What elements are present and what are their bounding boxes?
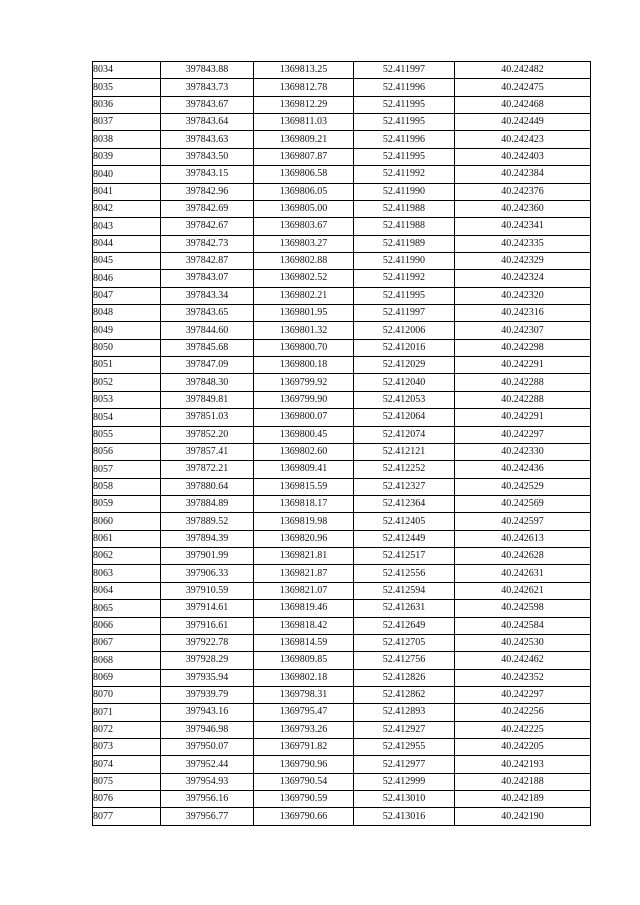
latitude-cell: 52.412756 <box>354 652 455 669</box>
point-id-cell: 8076 <box>93 791 161 808</box>
point-id-cell: 8057 <box>93 461 161 478</box>
point-id-cell: 8037 <box>93 114 161 131</box>
longitude-cell: 40.242423 <box>455 131 591 148</box>
y-coordinate-cell: 1369818.17 <box>254 495 354 512</box>
table-row <box>93 252 591 269</box>
y-coordinate-cell: 1369801.32 <box>254 322 354 339</box>
y-coordinate-cell: 1369800.07 <box>254 409 354 426</box>
x-coordinate-cell: 397939.79 <box>161 686 254 703</box>
table-row <box>93 391 591 408</box>
point-id-cell: 8058 <box>93 478 161 495</box>
y-coordinate-cell: 1369800.70 <box>254 339 354 356</box>
longitude-cell: 40.242256 <box>455 704 591 721</box>
latitude-cell: 52.412252 <box>354 461 455 478</box>
table-row <box>93 200 591 217</box>
latitude-cell: 52.411990 <box>354 183 455 200</box>
latitude-cell: 52.411990 <box>354 252 455 269</box>
x-coordinate-cell: 397843.88 <box>161 62 254 79</box>
y-coordinate-cell: 1369820.96 <box>254 530 354 547</box>
point-id-cell: 8060 <box>93 513 161 530</box>
x-coordinate-cell: 397922.78 <box>161 634 254 651</box>
x-coordinate-cell: 397842.73 <box>161 235 254 252</box>
longitude-cell: 40.242613 <box>455 530 591 547</box>
x-coordinate-cell: 397943.16 <box>161 704 254 721</box>
latitude-cell: 52.412594 <box>354 582 455 599</box>
point-id-cell: 8066 <box>93 617 161 634</box>
x-coordinate-cell: 397889.52 <box>161 513 254 530</box>
latitude-cell: 52.412999 <box>354 773 455 790</box>
x-coordinate-cell: 397952.44 <box>161 756 254 773</box>
table-row <box>93 565 591 582</box>
y-coordinate-cell: 1369801.95 <box>254 305 354 322</box>
y-coordinate-cell: 1369806.05 <box>254 183 354 200</box>
latitude-cell: 52.412955 <box>354 739 455 756</box>
x-coordinate-cell: 397842.69 <box>161 200 254 217</box>
longitude-cell: 40.242335 <box>455 235 591 252</box>
latitude-cell: 52.412040 <box>354 374 455 391</box>
point-id-cell: 8036 <box>93 96 161 113</box>
latitude-cell: 52.412977 <box>354 756 455 773</box>
latitude-cell: 52.412327 <box>354 478 455 495</box>
latitude-cell: 52.412862 <box>354 686 455 703</box>
y-coordinate-cell: 1369795.47 <box>254 704 354 721</box>
latitude-cell: 52.411997 <box>354 305 455 322</box>
x-coordinate-cell: 397946.98 <box>161 721 254 738</box>
x-coordinate-cell: 397843.34 <box>161 287 254 304</box>
point-id-cell: 8061 <box>93 530 161 547</box>
x-coordinate-cell: 397843.50 <box>161 148 254 165</box>
latitude-cell: 52.413010 <box>354 791 455 808</box>
point-id-cell: 8068 <box>93 652 161 669</box>
table-row <box>93 548 591 565</box>
longitude-cell: 40.242188 <box>455 773 591 790</box>
y-coordinate-cell: 1369803.27 <box>254 235 354 252</box>
point-id-cell: 8050 <box>93 339 161 356</box>
point-id-cell: 8044 <box>93 235 161 252</box>
point-id-cell: 8070 <box>93 686 161 703</box>
x-coordinate-cell: 397843.07 <box>161 270 254 287</box>
table-row <box>93 686 591 703</box>
point-id-cell: 8039 <box>93 148 161 165</box>
table-row <box>93 305 591 322</box>
coordinates-table-body <box>93 62 591 826</box>
point-id-cell: 8077 <box>93 808 161 825</box>
point-id-cell: 8048 <box>93 305 161 322</box>
x-coordinate-cell: 397950.07 <box>161 739 254 756</box>
table-row <box>93 62 591 79</box>
longitude-cell: 40.242597 <box>455 513 591 530</box>
y-coordinate-cell: 1369807.87 <box>254 148 354 165</box>
longitude-cell: 40.242297 <box>455 686 591 703</box>
table-row <box>93 322 591 339</box>
table-row <box>93 704 591 721</box>
point-id-cell: 8045 <box>93 252 161 269</box>
table-row <box>93 600 591 617</box>
latitude-cell: 52.411992 <box>354 270 455 287</box>
table-row <box>93 582 591 599</box>
latitude-cell: 52.412826 <box>354 669 455 686</box>
y-coordinate-cell: 1369802.60 <box>254 443 354 460</box>
table-row <box>93 461 591 478</box>
latitude-cell: 52.412449 <box>354 530 455 547</box>
y-coordinate-cell: 1369809.85 <box>254 652 354 669</box>
longitude-cell: 40.242190 <box>455 808 591 825</box>
latitude-cell: 52.412121 <box>354 443 455 460</box>
longitude-cell: 40.242584 <box>455 617 591 634</box>
table-row <box>93 739 591 756</box>
latitude-cell: 52.412927 <box>354 721 455 738</box>
longitude-cell: 40.242449 <box>455 114 591 131</box>
x-coordinate-cell: 397843.63 <box>161 131 254 148</box>
x-coordinate-cell: 397848.30 <box>161 374 254 391</box>
x-coordinate-cell: 397852.20 <box>161 426 254 443</box>
table-row <box>93 79 591 96</box>
table-row <box>93 773 591 790</box>
y-coordinate-cell: 1369812.78 <box>254 79 354 96</box>
longitude-cell: 40.242288 <box>455 374 591 391</box>
point-id-cell: 8065 <box>93 600 161 617</box>
longitude-cell: 40.242529 <box>455 478 591 495</box>
y-coordinate-cell: 1369819.46 <box>254 600 354 617</box>
longitude-cell: 40.242297 <box>455 426 591 443</box>
longitude-cell: 40.242462 <box>455 652 591 669</box>
point-id-cell: 8052 <box>93 374 161 391</box>
latitude-cell: 52.412631 <box>354 600 455 617</box>
latitude-cell: 52.411988 <box>354 200 455 217</box>
x-coordinate-cell: 397842.67 <box>161 218 254 235</box>
x-coordinate-cell: 397843.65 <box>161 305 254 322</box>
y-coordinate-cell: 1369814.59 <box>254 634 354 651</box>
y-coordinate-cell: 1369799.92 <box>254 374 354 391</box>
point-id-cell: 8063 <box>93 565 161 582</box>
x-coordinate-cell: 397914.61 <box>161 600 254 617</box>
table-row <box>93 756 591 773</box>
y-coordinate-cell: 1369813.25 <box>254 62 354 79</box>
longitude-cell: 40.242330 <box>455 443 591 460</box>
latitude-cell: 52.413016 <box>354 808 455 825</box>
latitude-cell: 52.412053 <box>354 391 455 408</box>
longitude-cell: 40.242225 <box>455 721 591 738</box>
x-coordinate-cell: 397954.93 <box>161 773 254 790</box>
y-coordinate-cell: 1369821.81 <box>254 548 354 565</box>
y-coordinate-cell: 1369802.21 <box>254 287 354 304</box>
y-coordinate-cell: 1369798.31 <box>254 686 354 703</box>
y-coordinate-cell: 1369802.88 <box>254 252 354 269</box>
table-row <box>93 617 591 634</box>
longitude-cell: 40.242329 <box>455 252 591 269</box>
point-id-cell: 8073 <box>93 739 161 756</box>
table-row <box>93 791 591 808</box>
longitude-cell: 40.242291 <box>455 409 591 426</box>
y-coordinate-cell: 1369811.03 <box>254 114 354 131</box>
y-coordinate-cell: 1369800.45 <box>254 426 354 443</box>
y-coordinate-cell: 1369819.98 <box>254 513 354 530</box>
point-id-cell: 8054 <box>93 409 161 426</box>
x-coordinate-cell: 397843.73 <box>161 79 254 96</box>
point-id-cell: 8034 <box>93 62 161 79</box>
x-coordinate-cell: 397884.89 <box>161 495 254 512</box>
latitude-cell: 52.412016 <box>354 339 455 356</box>
latitude-cell: 52.412405 <box>354 513 455 530</box>
y-coordinate-cell: 1369812.29 <box>254 96 354 113</box>
point-id-cell: 8067 <box>93 634 161 651</box>
longitude-cell: 40.242475 <box>455 79 591 96</box>
x-coordinate-cell: 397857.41 <box>161 443 254 460</box>
y-coordinate-cell: 1369821.07 <box>254 582 354 599</box>
x-coordinate-cell: 397956.16 <box>161 791 254 808</box>
latitude-cell: 52.411996 <box>354 131 455 148</box>
x-coordinate-cell: 397842.87 <box>161 252 254 269</box>
table-row <box>93 652 591 669</box>
longitude-cell: 40.242360 <box>455 200 591 217</box>
table-row <box>93 374 591 391</box>
y-coordinate-cell: 1369790.96 <box>254 756 354 773</box>
y-coordinate-cell: 1369818.42 <box>254 617 354 634</box>
longitude-cell: 40.242324 <box>455 270 591 287</box>
longitude-cell: 40.242631 <box>455 565 591 582</box>
point-id-cell: 8035 <box>93 79 161 96</box>
y-coordinate-cell: 1369803.67 <box>254 218 354 235</box>
x-coordinate-cell: 397935.94 <box>161 669 254 686</box>
table-row <box>93 808 591 825</box>
latitude-cell: 52.412064 <box>354 409 455 426</box>
x-coordinate-cell: 397843.67 <box>161 96 254 113</box>
point-id-cell: 8062 <box>93 548 161 565</box>
y-coordinate-cell: 1369809.41 <box>254 461 354 478</box>
y-coordinate-cell: 1369790.54 <box>254 773 354 790</box>
table-row <box>93 426 591 443</box>
point-id-cell: 8071 <box>93 704 161 721</box>
coordinates-table <box>92 61 591 826</box>
table-row <box>93 218 591 235</box>
latitude-cell: 52.412705 <box>354 634 455 651</box>
x-coordinate-cell: 397906.33 <box>161 565 254 582</box>
longitude-cell: 40.242621 <box>455 582 591 599</box>
point-id-cell: 8072 <box>93 721 161 738</box>
longitude-cell: 40.242403 <box>455 148 591 165</box>
y-coordinate-cell: 1369790.59 <box>254 791 354 808</box>
latitude-cell: 52.411995 <box>354 114 455 131</box>
latitude-cell: 52.411997 <box>354 62 455 79</box>
point-id-cell: 8064 <box>93 582 161 599</box>
longitude-cell: 40.242352 <box>455 669 591 686</box>
longitude-cell: 40.242482 <box>455 62 591 79</box>
x-coordinate-cell: 397843.64 <box>161 114 254 131</box>
x-coordinate-cell: 397843.15 <box>161 166 254 183</box>
y-coordinate-cell: 1369802.18 <box>254 669 354 686</box>
table-row <box>93 721 591 738</box>
latitude-cell: 52.411988 <box>354 218 455 235</box>
table-row <box>93 495 591 512</box>
latitude-cell: 52.412556 <box>354 565 455 582</box>
longitude-cell: 40.242530 <box>455 634 591 651</box>
x-coordinate-cell: 397849.81 <box>161 391 254 408</box>
longitude-cell: 40.242291 <box>455 357 591 374</box>
latitude-cell: 52.412893 <box>354 704 455 721</box>
x-coordinate-cell: 397901.99 <box>161 548 254 565</box>
longitude-cell: 40.242628 <box>455 548 591 565</box>
y-coordinate-cell: 1369799.90 <box>254 391 354 408</box>
point-id-cell: 8040 <box>93 166 161 183</box>
table-row <box>93 443 591 460</box>
latitude-cell: 52.411995 <box>354 287 455 304</box>
table-row <box>93 530 591 547</box>
longitude-cell: 40.242384 <box>455 166 591 183</box>
point-id-cell: 8074 <box>93 756 161 773</box>
latitude-cell: 52.411992 <box>354 166 455 183</box>
table-row <box>93 409 591 426</box>
y-coordinate-cell: 1369821.87 <box>254 565 354 582</box>
latitude-cell: 52.412074 <box>354 426 455 443</box>
point-id-cell: 8038 <box>93 131 161 148</box>
y-coordinate-cell: 1369809.21 <box>254 131 354 148</box>
x-coordinate-cell: 397916.61 <box>161 617 254 634</box>
table-row <box>93 478 591 495</box>
table-row <box>93 634 591 651</box>
x-coordinate-cell: 397872.21 <box>161 461 254 478</box>
y-coordinate-cell: 1369791.82 <box>254 739 354 756</box>
point-id-cell: 8075 <box>93 773 161 790</box>
longitude-cell: 40.242189 <box>455 791 591 808</box>
x-coordinate-cell: 397928.29 <box>161 652 254 669</box>
longitude-cell: 40.242468 <box>455 96 591 113</box>
longitude-cell: 40.242298 <box>455 339 591 356</box>
y-coordinate-cell: 1369802.52 <box>254 270 354 287</box>
longitude-cell: 40.242376 <box>455 183 591 200</box>
latitude-cell: 52.412649 <box>354 617 455 634</box>
table-row <box>93 287 591 304</box>
x-coordinate-cell: 397847.09 <box>161 357 254 374</box>
point-id-cell: 8049 <box>93 322 161 339</box>
latitude-cell: 52.411996 <box>354 79 455 96</box>
y-coordinate-cell: 1369815.59 <box>254 478 354 495</box>
point-id-cell: 8056 <box>93 443 161 460</box>
point-id-cell: 8059 <box>93 495 161 512</box>
y-coordinate-cell: 1369790.66 <box>254 808 354 825</box>
longitude-cell: 40.242193 <box>455 756 591 773</box>
latitude-cell: 52.412006 <box>354 322 455 339</box>
longitude-cell: 40.242569 <box>455 495 591 512</box>
x-coordinate-cell: 397880.64 <box>161 478 254 495</box>
point-id-cell: 8047 <box>93 287 161 304</box>
point-id-cell: 8051 <box>93 357 161 374</box>
latitude-cell: 52.411995 <box>354 96 455 113</box>
x-coordinate-cell: 397851.03 <box>161 409 254 426</box>
point-id-cell: 8042 <box>93 200 161 217</box>
latitude-cell: 52.411989 <box>354 235 455 252</box>
table-row <box>93 166 591 183</box>
table-row <box>93 513 591 530</box>
latitude-cell: 52.412364 <box>354 495 455 512</box>
table-row <box>93 131 591 148</box>
longitude-cell: 40.242598 <box>455 600 591 617</box>
point-id-cell: 8069 <box>93 669 161 686</box>
table-row <box>93 669 591 686</box>
table-row <box>93 96 591 113</box>
table-row <box>93 357 591 374</box>
latitude-cell: 52.412517 <box>354 548 455 565</box>
longitude-cell: 40.242436 <box>455 461 591 478</box>
point-id-cell: 8043 <box>93 218 161 235</box>
point-id-cell: 8041 <box>93 183 161 200</box>
table-row <box>93 148 591 165</box>
table-row <box>93 339 591 356</box>
point-id-cell: 8053 <box>93 391 161 408</box>
y-coordinate-cell: 1369800.18 <box>254 357 354 374</box>
table-row <box>93 114 591 131</box>
latitude-cell: 52.412029 <box>354 357 455 374</box>
table-row <box>93 270 591 287</box>
x-coordinate-cell: 397845.68 <box>161 339 254 356</box>
y-coordinate-cell: 1369806.58 <box>254 166 354 183</box>
longitude-cell: 40.242316 <box>455 305 591 322</box>
x-coordinate-cell: 397910.59 <box>161 582 254 599</box>
longitude-cell: 40.242205 <box>455 739 591 756</box>
x-coordinate-cell: 397956.77 <box>161 808 254 825</box>
y-coordinate-cell: 1369805.00 <box>254 200 354 217</box>
x-coordinate-cell: 397844.60 <box>161 322 254 339</box>
point-id-cell: 8046 <box>93 270 161 287</box>
longitude-cell: 40.242320 <box>455 287 591 304</box>
table-row <box>93 183 591 200</box>
longitude-cell: 40.242307 <box>455 322 591 339</box>
longitude-cell: 40.242288 <box>455 391 591 408</box>
x-coordinate-cell: 397842.96 <box>161 183 254 200</box>
latitude-cell: 52.411995 <box>354 148 455 165</box>
table-row <box>93 235 591 252</box>
x-coordinate-cell: 397894.39 <box>161 530 254 547</box>
longitude-cell: 40.242341 <box>455 218 591 235</box>
point-id-cell: 8055 <box>93 426 161 443</box>
y-coordinate-cell: 1369793.26 <box>254 721 354 738</box>
